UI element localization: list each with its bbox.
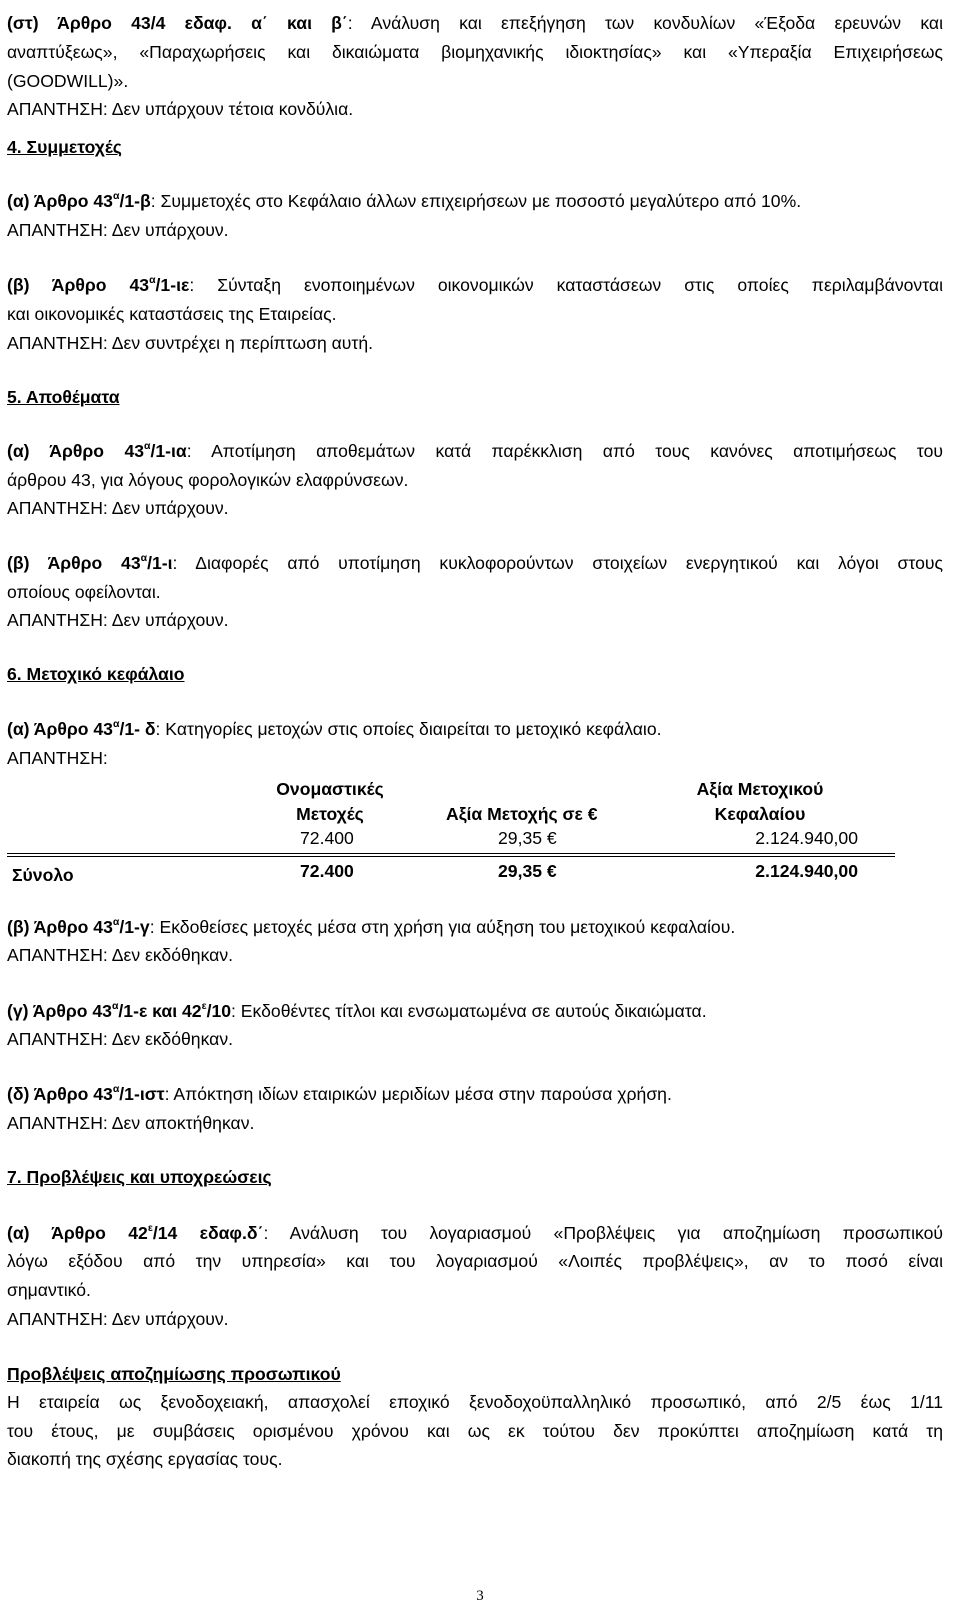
row-shares: 72.400 [300,828,354,848]
col-capital-header-2: Κεφαλαίου [714,804,806,824]
total-shares: 72.400 [300,861,354,881]
s6b-line-1: (β) Άρθρο $43^\alpha/1-\gamma$: Εκδοθείσες μετοχές μέσα στη χρήση για αύξηση του μετοχικού κεφαλαίου. [7,916,736,937]
provisions-line-3: διακοπή της σχέσης εργασίας τους. [7,1449,283,1469]
heading-6: 6. Μετοχικό κεφάλαιο [7,664,185,684]
col-capital-header-1: Αξία Μετοχικού [696,779,824,799]
s7a-line-3: σημαντικό. [7,1280,91,1300]
sec-st-label: (στ) Άρθρο 43/4 εδαφ. α΄ και β΄ [7,13,348,33]
s7a-answer: ΑΠΑΝΤΗΣΗ: Δεν υπάρχουν. [7,1309,229,1329]
s4b-line-2: και οικονομικές καταστάσεις της Εταιρείας. [7,304,337,324]
s5a-line-1: (α) Άρθρο $43^\alpha/1-\iota\alpha$: Αποτίμηση αποθεμάτων κατά παρέκκλιση από τους κανόνες αποτιμήσεως του [7,440,943,461]
heading-4: 4. Συμμετοχές [7,137,122,157]
s5a-answer: ΑΠΑΝΤΗΣΗ: Δεν υπάρχουν. [7,498,229,518]
col-shares-header-1: Ονομαστικές [276,779,384,799]
sec-st-line-1: (στ) Άρθρο 43/4 εδαφ. α΄ και β΄: Ανάλυση και επεξήγηση των κονδυλίων «Έξοδα ερευνών και [7,13,943,33]
s6d-answer: ΑΠΑΝΤΗΣΗ: Δεν αποκτήθηκαν. [7,1113,255,1133]
s6d-line-1: (δ) Άρθρο $43^\alpha/1$-ιστ: Απόκτηση ιδίων εταιρικών μεριδίων μέσα στην παρούσα χρήση. [7,1083,672,1104]
provisions-line-2: του έτους, με συμβάσεις ορισμένου χρόνου και ως εκ τούτου δεν προκύπτει αποζημίωση κατά τη [7,1421,943,1441]
s5b-line-1: (β) Άρθρο $43^\alpha/1-\iota$: Διαφορές από υποτίμηση κυκλοφορούντων στοιχείων ενεργητικού και λόγοι στους [7,552,944,573]
heading-7: 7. Προβλέψεις και υποχρεώσεις [7,1167,272,1187]
col-shares-header-2: Μετοχές [296,804,364,824]
s6a-line-1: (α) Άρθρο $43^\alpha/1-$ δ: Κατηγορίες μετοχών στις οποίες διαιρείται το μετοχικό κεφάλαιο. [7,718,662,739]
s6a-answer: ΑΠΑΝΤΗΣΗ: [7,748,108,768]
s5b-answer: ΑΠΑΝΤΗΣΗ: Δεν υπάρχουν. [7,610,229,630]
s4b-line-1: (β) Άρθρο $43^\alpha/1-\iota\varepsilon$: Σύνταξη ενοποιημένων οικονομικών καταστάσεων στις οποίες περιλαμβάνονται [7,274,943,295]
s6b-answer: ΑΠΑΝΤΗΣΗ: Δεν εκδόθηκαν. [7,945,234,965]
s7a-line-2: λόγω εξόδου από την υπηρεσία» και του λογαριασμού «Λοιπές προβλέψεις», αν το ποσό είναι [7,1251,943,1271]
s6c-line-1: (γ) Άρθρο $43^\alpha/1-\varepsilon$ και $42^\varepsilon/10$: Εκδοθέντες τίτλοι και ενσωματωμένα σε αυτούς δικαιώματα. [7,1000,707,1021]
row-value: 29,35 € [498,828,557,848]
table-divider-top [7,853,895,854]
total-capital: 2.124.940,00 [755,861,858,881]
s4b-answer: ΑΠΑΝΤΗΣΗ: Δεν συντρέχει η περίπτωση αυτή. [7,333,374,353]
table-divider-bottom [7,856,895,857]
s4a-line-1: (α) Άρθρο $43^\alpha/1-\beta$: Συμμετοχές στο Κεφάλαιο άλλων επιχειρήσεων με ποσοστό μεγαλύτερο από 10%. [7,190,802,211]
sec-st-line-3: (GOODWILL)». [7,71,129,91]
provisions-heading: Προβλέψεις αποζημίωσης προσωπικού [7,1364,341,1384]
s7a-line-1: (α) Άρθρο $42^\varepsilon/14$ εδαφ.δ΄: Ανάλυση του λογαριασμού «Προβλέψεις για αποζημίωση προσωπικού [7,1222,943,1243]
col-value-header: Αξία Μετοχής σε € [446,804,598,824]
total-label: Σύνολο [12,865,74,885]
s4a-answer: ΑΠΑΝΤΗΣΗ: Δεν υπάρχουν. [7,220,229,240]
s5b-line-2: οποίους οφείλονται. [7,582,161,602]
sec-st-answer: ΑΠΑΝΤΗΣΗ: Δεν υπάρχουν τέτοια κονδύλια. [7,99,354,119]
s5a-line-2: άρθρου 43, για λόγους φορολογικών ελαφρύνσεων. [7,470,409,490]
provisions-line-1: Η εταιρεία ως ξενοδοχειακή, απασχολεί εποχικό ξενοδοχοϋπαλληλικό προσωπικό, από 2/5 έως 1/11 [7,1392,943,1412]
heading-5: 5. Αποθέματα [7,387,120,407]
s6c-answer: ΑΠΑΝΤΗΣΗ: Δεν εκδόθηκαν. [7,1029,234,1049]
sec-st-line-2: αναπτύξεως», «Παραχωρήσεις και δικαιώματα βιομηχανικής ιδιοκτησίας» και «Υπεραξία Επιχειρήσεως [7,42,943,62]
row-capital: 2.124.940,00 [755,828,858,848]
total-value: 29,35 € [498,861,557,881]
page-number: 3 [476,1588,484,1604]
